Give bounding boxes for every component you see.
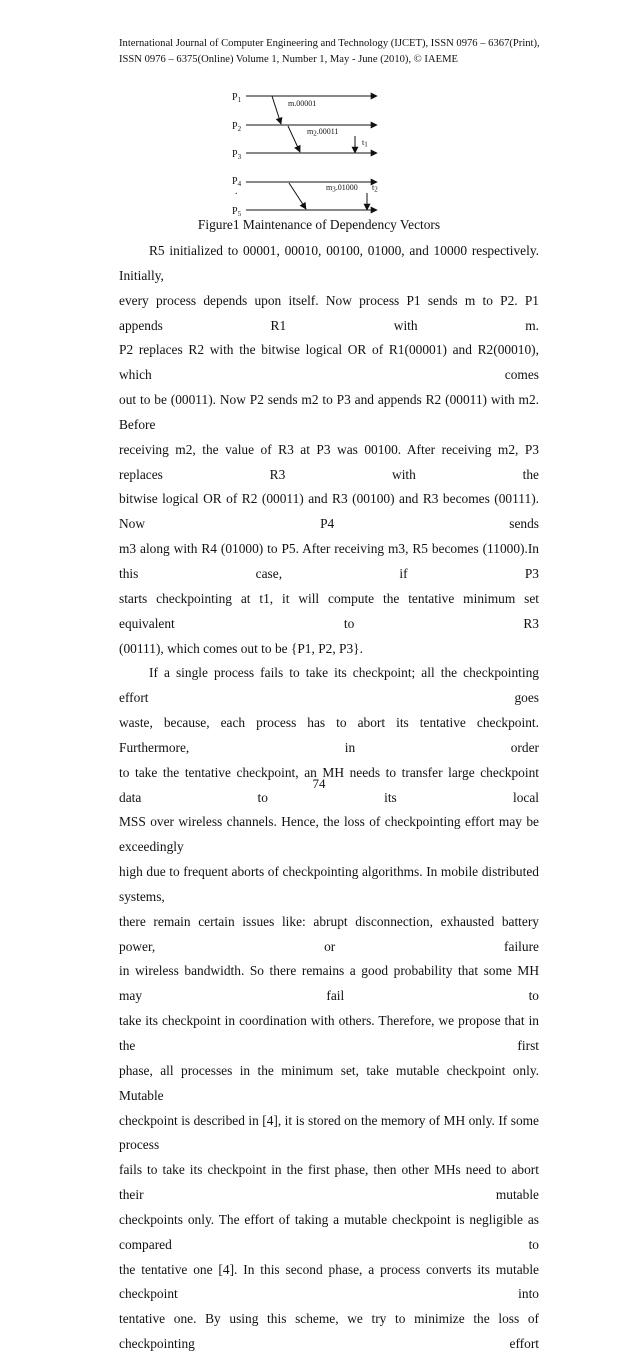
text-line: tentative one. By using this scheme, we try to minimize the loss of checkpointing effort bbox=[119, 1311, 539, 1352]
text-line: waste, because, each process has to abort its tentative checkpoint. Furthermore, in order bbox=[119, 715, 539, 755]
time-label-t1: t1 bbox=[362, 138, 368, 149]
message-arrow-m bbox=[272, 96, 281, 124]
message-arrow-m3 bbox=[289, 183, 306, 209]
page-number: 74 bbox=[312, 776, 326, 791]
text-line: checkpoints only. The effort of taking a mutable checkpoint is negligible as compared to bbox=[119, 1211, 539, 1252]
text-line: starts checkpointing at t1, it will compute the tentative minimum set equivalent to R3 bbox=[119, 590, 539, 631]
text-line: If a single process fails to take its checkpoint; all the checkpointing effort goes bbox=[119, 665, 539, 706]
text-line: receiving m2, the value of R3 at P3 was 00100. After receiving m2, P3 replaces R3 with the bbox=[119, 441, 539, 482]
time-label-t2: t2 bbox=[372, 183, 378, 194]
text-line: the tentative one [4]. In this second phase, a process converts its mutable checkpoint into bbox=[119, 1261, 539, 1302]
text-line: bitwise logical OR of R2 (00011) and R3 (00100) and R3 becomes (00111). Now P4 sends bbox=[119, 491, 539, 532]
message-label-m: m.00001 bbox=[288, 99, 317, 108]
header-line-2: ISSN 0976 – 6375(Online) Volume 1, Number 1, May - June (2010), © IAEME bbox=[119, 54, 458, 65]
text-line: out to be (00011). Now P2 sends m2 to P3 and appends R2 (00011) with m2. Before bbox=[119, 392, 539, 432]
text-line: high due to frequent aborts of checkpointing algorithms. In mobile distributed systems, bbox=[119, 864, 539, 904]
paragraph-1 bbox=[119, 239, 539, 661]
text-line: P2 replaces R2 with the bitwise logical OR of R1(00001) and R2(00010), which comes bbox=[119, 342, 539, 383]
text-line: m3 along with R4 (01000) to P5. After receiving m3, R5 becomes (11000).In this case, if P3 bbox=[119, 541, 539, 581]
label-p4: $P_4$ bbox=[232, 176, 242, 188]
paragraph-2 bbox=[119, 661, 539, 1357]
text-line: R5 initialized to 00001, 00010, 00100, 01000, and 10000 respectively. Initially, bbox=[119, 243, 539, 283]
text-line: fails to take its checkpoint in the first phase, then other MHs need to abort their mutable bbox=[119, 1162, 539, 1203]
text-line: there remain certain issues like: abrupt disconnection, exhausted battery power, or failure bbox=[119, 913, 539, 954]
dependency-vector-figure bbox=[0, 0, 638, 230]
label-p5: $P_5$ bbox=[232, 206, 242, 218]
label-p1: $P_1$ bbox=[232, 92, 242, 104]
text-line: checkpoint is described in [4], it is stored on the memory of MH only. If some process bbox=[119, 1112, 539, 1153]
message-label-m3: m3.01000 bbox=[326, 183, 358, 194]
text-line: take its checkpoint in coordination with others. Therefore, we propose that in the first bbox=[119, 1013, 539, 1053]
text-line: MSS over wireless channels. Hence, the loss of checkpointing effort may be exceedingly bbox=[119, 814, 539, 855]
text-line: in wireless bandwidth. So there remains a good probability that some MH may fail to bbox=[119, 963, 539, 1004]
label-p2: $P_2$ bbox=[232, 121, 242, 133]
label-p3: $P_3$ bbox=[232, 149, 242, 161]
text-line: (00111), which comes out to be {P1, P2, P3}. bbox=[119, 640, 363, 656]
header-line-1: International Journal of Computer Engineering and Technology (IJCET), ISSN 0976 – 6367(Print), bbox=[119, 38, 540, 49]
stray-dot: . bbox=[235, 186, 238, 197]
text-line: to take the tentative checkpoint, an MH needs to transfer large checkpoint data to its local bbox=[119, 764, 539, 805]
message-arrow-m2 bbox=[288, 126, 300, 152]
figure-caption: Figure1 Maintenance of Dependency Vectors bbox=[197, 217, 441, 232]
message-label-m2: m2.00011 bbox=[307, 127, 339, 138]
text-line: every process depends upon itself. Now process P1 sends m to P2. P1 appends R1 with m. bbox=[119, 292, 539, 333]
body-text bbox=[119, 239, 539, 1357]
text-line: phase, all processes in the minimum set, take mutable checkpoint only. Mutable bbox=[119, 1062, 539, 1103]
